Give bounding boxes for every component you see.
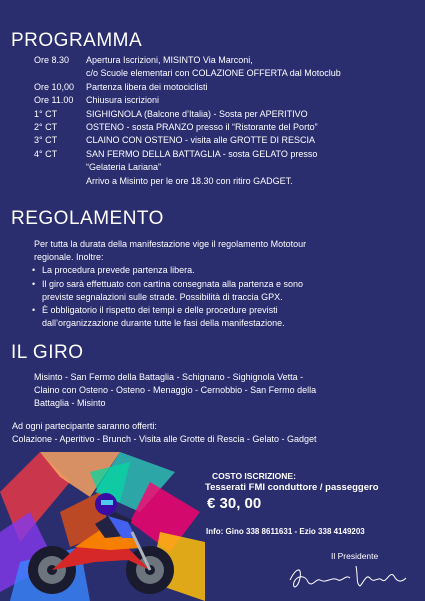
giro-offers xyxy=(12,420,422,446)
schedule-row xyxy=(34,161,414,174)
schedule-desc: “Gelateria Lariana” xyxy=(86,162,162,173)
schedule-row xyxy=(34,67,414,80)
schedule-time: Ore 8.30 xyxy=(34,55,70,65)
schedule-desc: CLAINO CON OSTENO - visita alle GROTTE DI RESCIA xyxy=(86,135,316,146)
schedule-time: 4° CT xyxy=(34,148,58,159)
offers-intro: Ad ogni partecipante saranno offerti: xyxy=(12,421,157,431)
list-item-line: previste segnalazioni sulle strade. Possibilità di traccia GPX. xyxy=(42,291,283,302)
regolamento-intro: regionale. Inoltre: xyxy=(34,252,104,263)
schedule-desc: c/o Scuole elementari con COLAZIONE OFFERTA dal Motoclub xyxy=(86,68,341,79)
list-item-line: dall’organizzazione durante tutte le fasi della manifestazione. xyxy=(42,318,285,329)
list-item xyxy=(30,304,414,330)
schedule-row xyxy=(34,54,414,67)
schedule-desc: SAN FERMO DELLA BATTAGLIA - sosta GELATO presso xyxy=(86,148,318,159)
schedule-row xyxy=(34,134,414,147)
contact-info: Info: Gino 338 8611631 - Ezio 338 4149203 xyxy=(206,527,365,536)
offers-list: Colazione - Aperitivo - Brunch - Visita alle Grotte di Rescia - Gelato - Gadget xyxy=(12,434,317,445)
cost-label: COSTO ISCRIZIONE: xyxy=(212,471,296,481)
schedule-time xyxy=(34,161,86,174)
schedule-list xyxy=(34,54,414,188)
regolamento-body xyxy=(34,238,414,330)
schedule-desc: SIGHIGNOLA (Balcone d’Italia) - Sosta per APERITIVO xyxy=(86,108,308,119)
motorcycle-illustration xyxy=(0,452,205,601)
schedule-desc: OSTENO - sosta PRANZO presso il “Ristorante del Porto” xyxy=(86,122,318,133)
schedule-time: 2° CT xyxy=(34,122,58,133)
schedule-desc: Partenza libera dei motociclisti xyxy=(86,81,208,92)
schedule-time xyxy=(34,67,86,80)
route-line: Battaglia - Misinto xyxy=(34,398,106,409)
cost-subtitle: Tesserati FMI conduttore / passeggero xyxy=(205,482,379,493)
regolamento-intro: Per tutta la durata della manifestazione vige il regolamento Mototour xyxy=(34,239,307,249)
schedule-row xyxy=(34,94,414,107)
schedule-row xyxy=(34,81,414,94)
regolamento-list xyxy=(30,264,414,330)
signature-icon xyxy=(286,558,416,594)
giro-route xyxy=(34,371,419,411)
schedule-time: 1° CT xyxy=(34,108,58,119)
president-label: Il Presidente xyxy=(331,551,379,561)
list-item-line: • La procedura prevede partenza libera. xyxy=(42,265,195,276)
list-item-line: • Il giro sarà effettuato con cartina consegnata alla partenza e sono xyxy=(42,278,304,289)
programma-title: PROGRAMMA xyxy=(11,30,143,51)
schedule-row xyxy=(34,121,414,134)
route-line: Claino con Osteno - Osteno - Menaggio - Cernobbio - San Fermo della xyxy=(34,385,317,396)
schedule-row xyxy=(34,108,414,121)
giro-title: IL GIRO xyxy=(11,342,84,363)
cost-price: € 30, 00 xyxy=(207,495,262,512)
schedule-desc: Apertura Iscrizioni, MISINTO Via Marconi, xyxy=(86,55,253,65)
regolamento-title: REGOLAMENTO xyxy=(11,208,164,229)
schedule-desc: Arrivo a Misinto per le ore 18.30 con ritiro GADGET. xyxy=(86,175,293,186)
route-line: Misinto - San Fermo della Battaglia - Schignano - Sighignola Vetta - xyxy=(34,372,304,382)
motorcycle-rider-icon xyxy=(0,452,205,601)
schedule-time: Ore 11.00 xyxy=(34,95,74,106)
schedule-row xyxy=(34,175,414,188)
schedule-time: Ore 10,00 xyxy=(34,81,75,92)
list-item-line: • È obbligatorio il rispetto dei tempi e delle procedure previsti xyxy=(42,305,278,316)
schedule-time: 3° CT xyxy=(34,135,58,146)
list-item xyxy=(30,264,414,277)
list-item xyxy=(30,278,414,304)
schedule-desc: Chiusura iscrizioni xyxy=(86,95,160,106)
schedule-time xyxy=(34,175,86,188)
cost-block xyxy=(205,471,379,512)
schedule-row xyxy=(34,148,414,161)
